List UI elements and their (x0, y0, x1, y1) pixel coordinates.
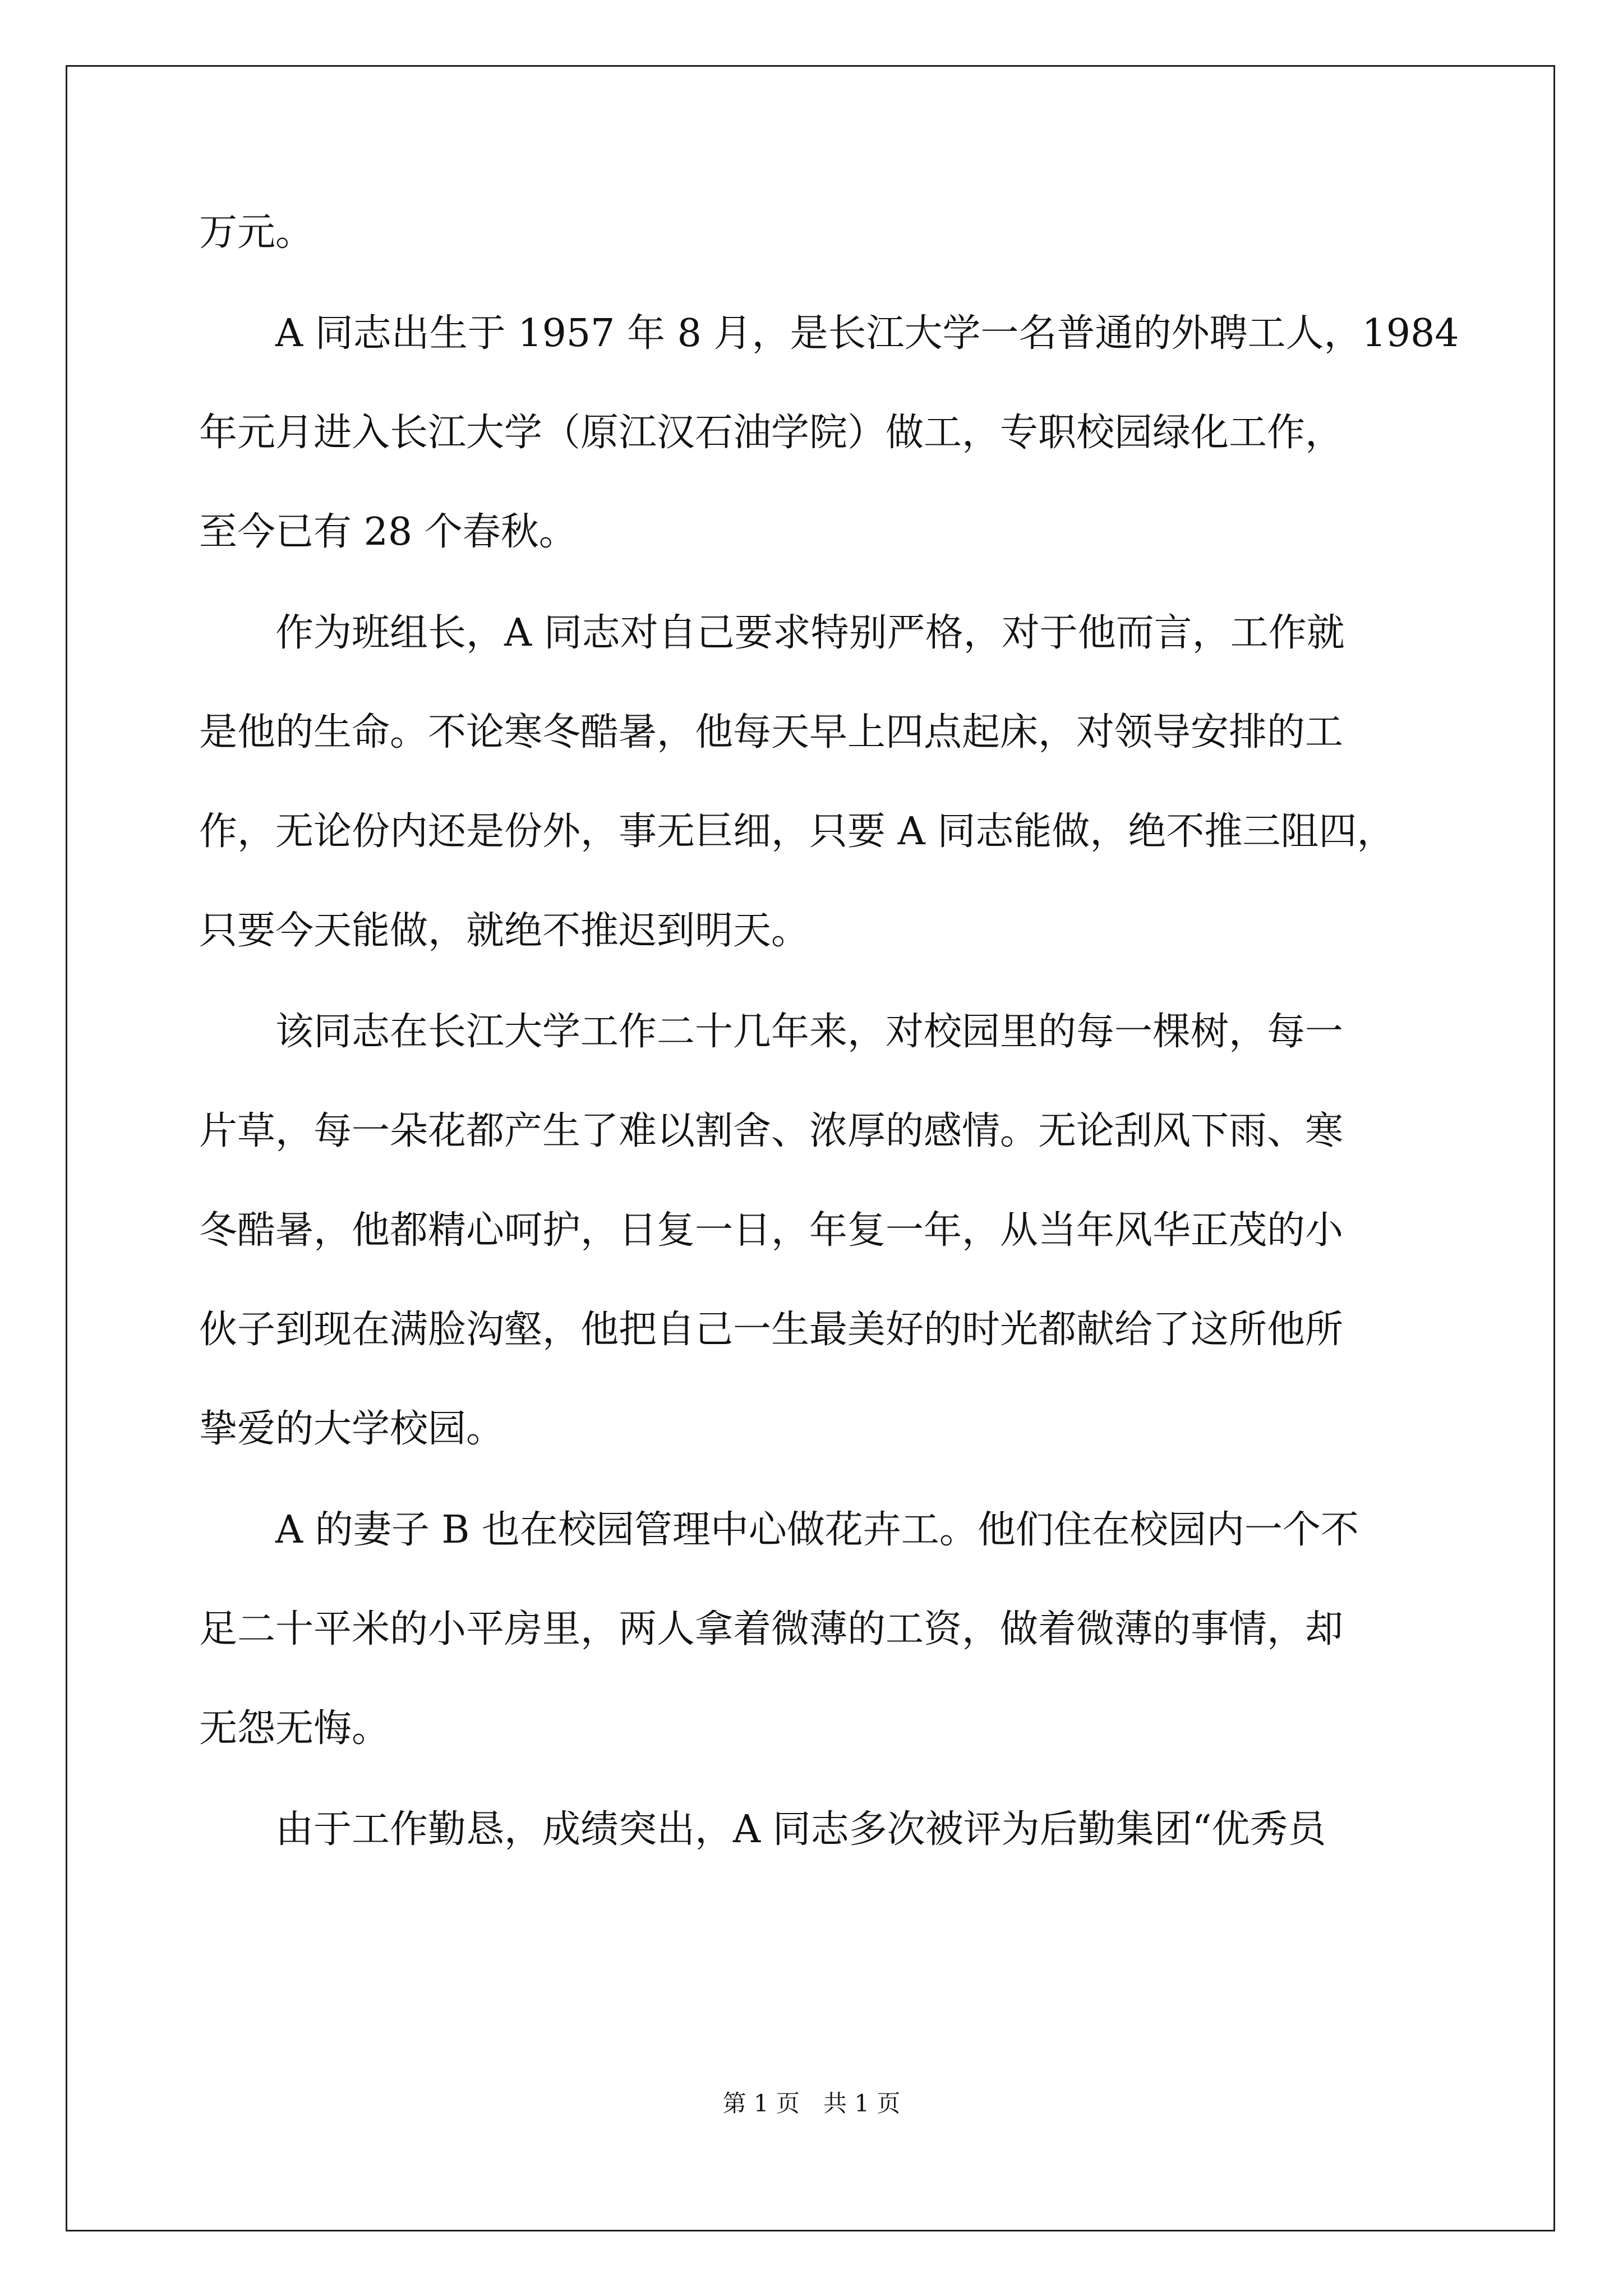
text-line: 伙子到现在满脸沟壑，他把自己一生最美好的时光都献给了这所他所 (199, 1308, 1344, 1352)
text-line: 冬酷暑，他都精心呵护，日复一日，年复一年，从当年风华正茂的小 (199, 1208, 1344, 1253)
text-line: 无怨无悔。 (199, 1706, 390, 1751)
text-line: 至今已有 28 个春秋。 (199, 510, 577, 554)
text-line: 足二十平米的小平房里，两人拿着微薄的工资，做着微薄的事情，却 (199, 1607, 1344, 1651)
text-line: 年元月进入长江大学（原江汉石油学院）做工，专职校园绿化工作， (199, 411, 1344, 455)
text-line: 挚爱的大学校园。 (199, 1407, 505, 1451)
page-footer: 第 1 页 共 1 页 (722, 2090, 901, 2117)
text-line: 作为班组长，A 同志对自己要求特别严格，对于他而言，工作就 (199, 611, 1345, 655)
text-line: 万元。 (199, 210, 314, 255)
text-line: 由于工作勤恳，成绩突出，A 同志多次被评为后勤集团“优秀员 (199, 1807, 1326, 1852)
text-line: A 同志出生于 1957 年 8 月，是长江大学一名普通的外聘工人，1984 (199, 311, 1459, 356)
text-line: 该同志在长江大学工作二十几年来，对校园里的每一棵树，每一 (199, 1010, 1344, 1054)
text-line: 作，无论份内还是份外，事无巨细，只要 A 同志能做，绝不推三阻四， (199, 809, 1395, 854)
text-line: 片草，每一朵花都产生了难以割舍、浓厚的感情。无论刮风下雨、寒 (199, 1109, 1344, 1153)
text-line: 是他的生命。不论寒冬酷暑，他每天早上四点起床，对领导安排的工 (199, 710, 1344, 754)
text-line: A 的妻子 B 也在校园管理中心做花卉工。他们住在校园内一个不 (199, 1508, 1359, 1552)
text-line: 只要今天能做，就绝不推迟到明天。 (199, 909, 810, 953)
